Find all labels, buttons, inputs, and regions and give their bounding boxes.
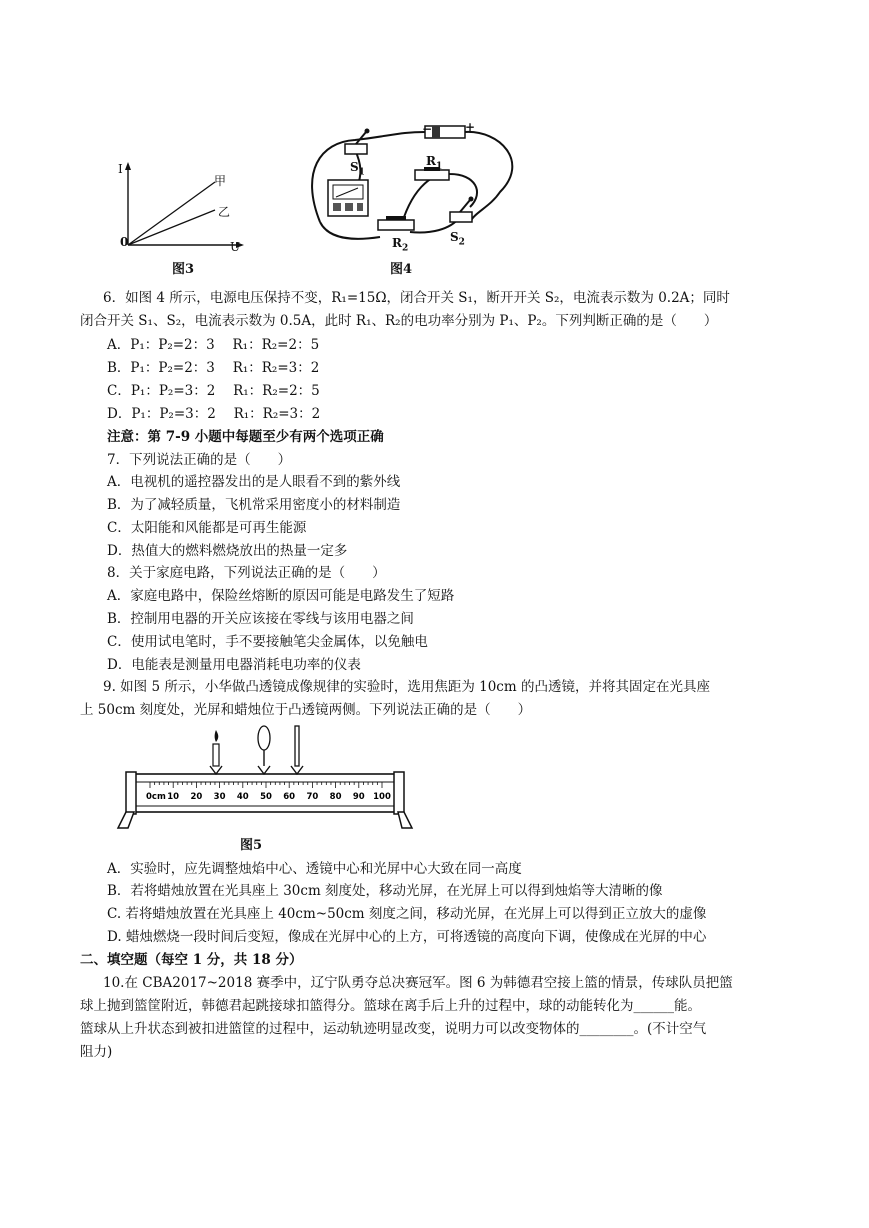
section-2-heading: 二、填空题（每空 1 分，共 18 分） [80,952,303,968]
fig3-caption: 图3 [172,262,195,277]
figure-5-optical-bench [112,724,422,834]
q7-option-a: A．电视机的遥控器发出的是人眼看不到的紫外线 [107,474,401,490]
q10-line3: 篮球从上升状态到被扣进篮筐的过程中，运动轨迹明显改变，说明力可以改变物体的________。(不计空气 [80,1021,707,1037]
fig4-label-r2: $R_2$ [392,236,409,254]
q8-option-a: A．家庭电路中，保险丝熔断的原因可能是电路发生了短路 [107,588,455,604]
fig3-axis-u: U [230,240,241,254]
fig3-line-yi: 乙 [218,205,231,219]
fig4-label-r1: $R_1$ [426,154,443,172]
fig4-label-s1: $S_1$ [350,160,365,178]
fig4-caption: 图4 [390,262,413,277]
q7-option-b: B．为了减轻质量，飞机常采用密度小的材料制造 [107,497,401,513]
fig5-tick-label: 70 [306,792,319,802]
q6-option-c: C．P₁：P₂=3：2 R₁：R₂=2：5 [107,383,320,399]
q6-option-d: D．P₁：P₂=3：2 R₁：R₂=3：2 [107,406,321,422]
fig3-origin: 0 [120,235,129,249]
q6-stem-line1: 6．如图 4 所示，电源电压保持不变，R₁=15Ω，闭合开关 S₁，断开开关 S₂，电流表示数为 0.2A；同时 [103,290,730,306]
fig5-tick-label: 80 [329,792,342,802]
fig5-tick-label: 50 [260,792,272,802]
fig4-plus: + [465,120,476,134]
figure-4-circuit [300,112,530,260]
fig3-line-jia: 甲 [214,174,227,188]
q9-option-c: C. 若将蜡烛放置在光具座上 40cm~50cm 刻度之间，移动光屏，在光屏上可以得到正立放大的虚像 [107,906,707,922]
light-screen-icon [291,726,303,774]
q8-option-d: D．电能表是测量用电器消耗电功率的仪表 [107,657,361,673]
convex-lens-icon [258,726,270,774]
q9-option-d: D. 蜡烛燃烧一段时间后变短，像成在光屏中心的上方，可将透镜的高度向下调，使像成在光屏的中心 [107,929,707,945]
q9-option-a: A．实验时，应先调整烛焰中心、透镜中心和光屏中心大致在同一高度 [107,861,522,877]
note-multi-answer: 注意：第 7-9 小题中每题至少有两个选项正确 [107,429,384,445]
fig5-tick-label: 30 [213,792,226,802]
q9-stem-line1: 9. 如图 5 所示，小华做凸透镜成像规律的实验时，选用焦距为 10cm 的凸透镜，并将其固定在光具座 [103,679,710,695]
q6-option-b: B．P₁：P₂=2：3 R₁：R₂=3：2 [107,360,320,376]
fig5-tick-label: 40 [236,792,249,802]
q10-line1: 10.在 CBA2017~2018 赛季中，辽宁队勇夺总决赛冠军。图 6 为韩德君空接上篮的情景，传球队员把篮 [103,975,733,991]
q7-stem: 7．下列说法正确的是（ ） [107,452,292,468]
fig5-tick-label: 100 [373,792,391,802]
fig5-tick-label: 10 [167,792,180,802]
fig5-tick-label: 20 [190,792,203,802]
fig4-label-s2: $S_2$ [450,230,465,248]
q6-stem-line2: 闭合开关 S₁、S₂，电流表示数为 0.5A，此时 R₁、R₂的电功率分别为 P₁、P₂。下列判断正确的是（ ） [80,313,718,329]
q9-stem-line2: 上 50cm 刻度处，光屏和蜡烛位于凸透镜两侧。下列说法正确的是（ ） [80,702,532,718]
q10-line4: 阻力) [80,1044,113,1060]
fig4-minus: − [422,122,433,136]
q7-option-c: C．太阳能和风能都是可再生能源 [107,520,307,536]
q8-option-b: B．控制用电器的开关应该接在零线与该用电器之间 [107,611,414,627]
fig5-tick-label: 90 [352,792,365,802]
candle-icon [210,730,222,774]
q6-option-a: A．P₁：P₂=2：3 R₁：R₂=2：5 [107,337,320,353]
q8-option-c: C．使用试电笔时，手不要接触笔尖金属体，以免触电 [107,634,428,650]
q9-option-b: B．若将蜡烛放置在光具座上 30cm 刻度处，移动光屏，在光屏上可以得到烛焰等大清晰的像 [107,883,663,899]
q7-option-d: D．热值大的燃料燃烧放出的热量一定多 [107,543,348,559]
fig3-axis-i: I [118,162,123,176]
fig5-tick-label: 0cm [146,792,166,802]
fig5-caption: 图5 [240,838,263,853]
fig5-tick-label: 60 [283,792,296,802]
q10-line2: 球上抛到篮筐附近，韩德君起跳接球扣篮得分。篮球在离手后上升的过程中，球的动能转化为______能。 [80,998,701,1014]
q8-stem: 8．关于家庭电路，下列说法正确的是（ ） [107,565,386,581]
